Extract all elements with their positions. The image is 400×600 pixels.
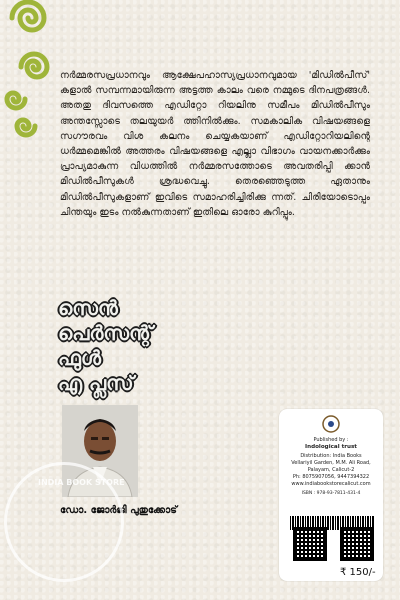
published-by-label: Published by : — [313, 437, 349, 443]
title-line-3: ഫുൾ — [58, 346, 101, 370]
publisher-name: Indological trust — [305, 444, 357, 450]
title-line-1: സെൻ — [58, 296, 118, 320]
address-line-2: Palayam, Calicut-2 — [307, 467, 355, 473]
price-label: ₹ 150/- — [340, 567, 376, 578]
title-line-2: പെർസന്റ് — [58, 321, 153, 345]
distribution-text: Distribution: India Books — [300, 453, 362, 459]
spiral-decoration — [0, 0, 60, 140]
qr-code-right — [340, 527, 374, 561]
isbn-text: ISBN : 978-93-7811-431-4 — [301, 491, 361, 496]
phone-text: Ph: 8075907056, 9447394322 — [292, 474, 370, 480]
address-line-1: Vellariyil Garden, M.M. Ali Road, — [291, 460, 371, 466]
watermark-text: INDIA BOOK STORE — [38, 478, 125, 487]
author-name: ഡോ. ജോർജി പുതുക്കോട് — [60, 505, 177, 516]
title-line-4: എ പ്ലസ് — [58, 371, 134, 395]
book-title — [58, 296, 153, 396]
website-text: www.indiabookstorecalicut.com — [291, 481, 371, 487]
qr-code-left — [293, 527, 327, 561]
publisher-logo-icon — [321, 415, 341, 433]
blurb-text: നർമ്മരസപ്രധാനവും ആക്ഷേപഹാസ്യപ്രധാനവുമായ 'മിഡിൽപീസ്' കളാൽ സമ്പന്നമായിരുന്ന അട്ടത്ത കാലം വരെ നമ്മുടെ ദിനപത്രങ്ങൾ. അതതു ദിവസത്തെ എഡിറ്റോ റിയലിനു സമീപം മിഡിൽപീസും അന്തസ്സോടെ തലയുയർ ത്തിനിൽക്കും. സമകാലിക വിഷയങ്ങളെ സഗൗരവം വിശ കലനം ചെയ്യകയാണ് എഡിറ്റോറിയലിന്റെ ധർമ്മമെങ്കിൽ അത്തരം വിഷയങ്ങളെ എല്ലാ വിഭാഗം വായനക്കാർക്കും പ്രാപ്യമാകുന്ന വിധത്തിൽ നർമ്മരസത്തോടെ അവതരിപ്പി ക്കാൻ മിഡിൽപീസുകൾ ശ്രദ്ധവെച്ചു. തെരഞ്ഞെടുത്ത ഏതാനും മിഡിൽപീസുകളാണ് ഇവിടെ സമാഹരിച്ചിരിക്കു ന്നത്. ചിരിയോടൊപ്പം ചിന്തയും ഇടം നൽകുന്നതാണ് ഇതിലെ ഓരോ കുറിപ്പും. — [60, 70, 370, 218]
